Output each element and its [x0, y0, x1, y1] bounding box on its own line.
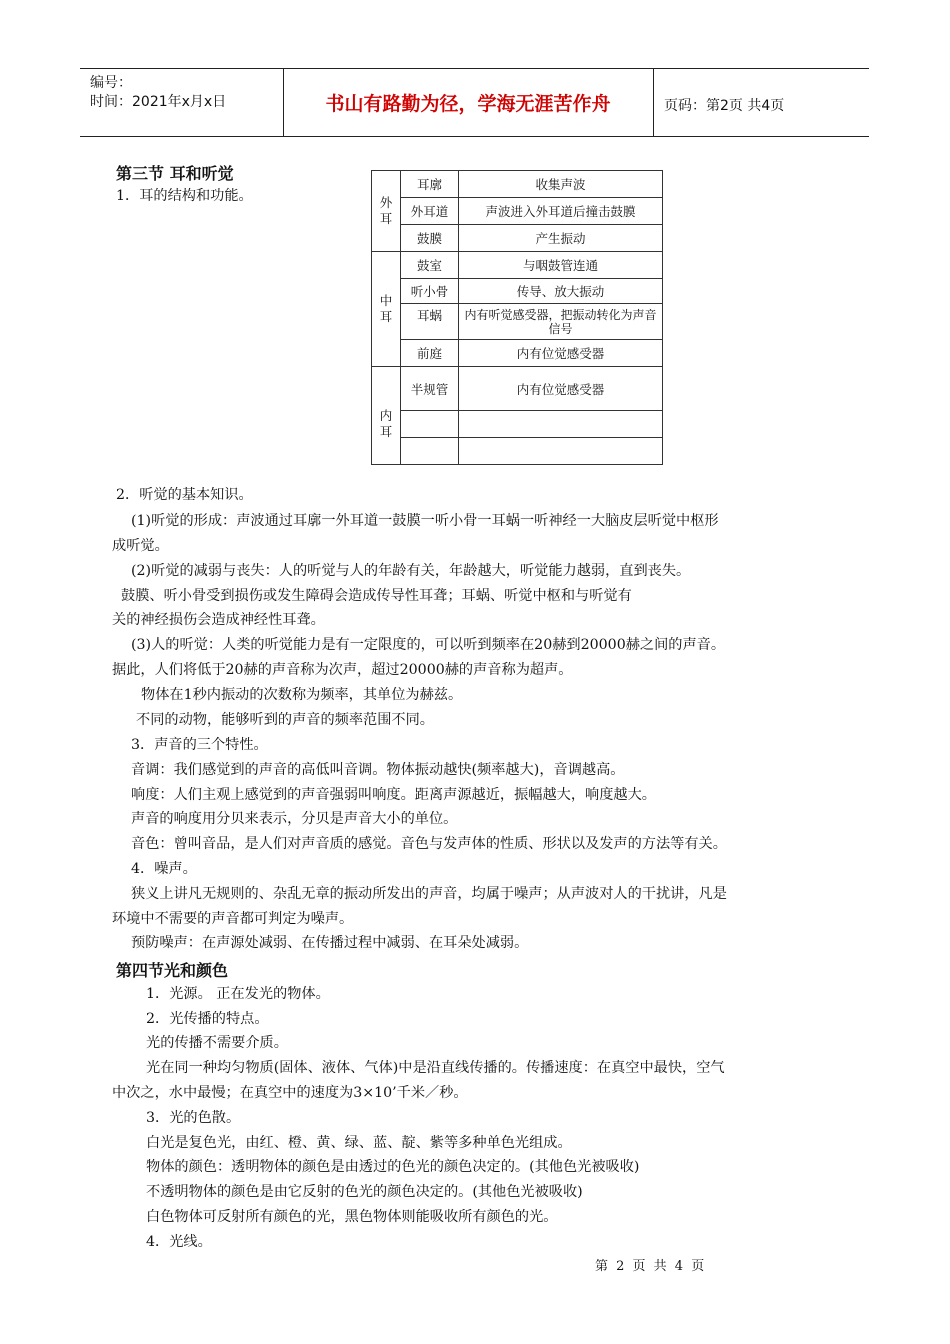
- section-4-title: 第四节光和颜色: [116, 961, 229, 980]
- text-line: (3)人的听觉：人类的听觉能力是有一定限度的，可以听到频率在20赫到20000赫之间的声音。: [131, 637, 726, 653]
- ear-function: 内有听觉感受器，把振动转化为声音信号: [459, 304, 663, 340]
- doc-time-label: 时间：2021年x月x日: [90, 94, 227, 110]
- ear-part: 耳蜗: [401, 304, 459, 340]
- page-header: [80, 68, 869, 137]
- text-line: 预防噪声：在声源处减弱、在传播过程中减弱、在耳朵处减弱。: [131, 935, 529, 951]
- header-info-cell: [80, 69, 284, 136]
- text-line: 中次之，水中最慢；在真空中的速度为3×10’千米／秒。: [112, 1085, 468, 1101]
- ear-function: 产生振动: [459, 225, 663, 252]
- group-middle-ear: 中 耳: [372, 252, 401, 367]
- text-line: 物体的颜色：透明物体的颜色是由透过的色光的颜色决定的。(其他色光被吸收): [146, 1159, 640, 1175]
- text-line: 关的神经损伤会造成神经性耳聋。: [112, 612, 325, 628]
- text-line: 音调：我们感觉到的声音的高低叫音调。物体振动越快(频率越大)，音调越高。: [131, 762, 625, 778]
- ear-function: 传导、放大振动: [459, 279, 663, 304]
- ear-structure-table: [371, 170, 663, 465]
- text-line: 音色：曾叫音品，是人们对声音质的感觉。音色与发声体的性质、形状以及发声的方法等有关。: [131, 836, 727, 852]
- text-line: 2．听觉的基本知识。: [116, 487, 253, 503]
- text-line: 不透明物体的颜色是由它反射的色光的颜色决定的。(其他色光被吸收): [146, 1184, 583, 1200]
- text-line: 物体在1秒内振动的次数称为频率，其单位为赫兹。: [141, 687, 463, 703]
- text-line: 白色物体可反射所有颜色的光，黑色物体则能吸收所有颜色的光。: [146, 1209, 558, 1225]
- group-inner-ear: 内 耳: [372, 367, 401, 465]
- ear-function: 声波进入外耳道后撞击鼓膜: [459, 198, 663, 225]
- header-page-label: 页码：第2页 共4页: [664, 98, 785, 114]
- text-line: 3．声音的三个特性。: [131, 737, 268, 753]
- ear-part: 鼓室: [401, 252, 459, 279]
- group-outer-ear: 外 耳: [372, 171, 401, 252]
- ear-function: 与咽鼓管连通: [459, 252, 663, 279]
- ear-part-empty: [401, 438, 459, 465]
- header-motto: 书山有路勤为径，学海无涯苦作舟: [283, 69, 654, 136]
- text-line: 2．光传播的特点。: [146, 1011, 269, 1027]
- ear-function: 内有位觉感受器: [459, 340, 663, 367]
- text-line: 鼓膜、听小骨受到损伤或发生障碍会造成传导性耳聋；耳蜗、听觉中枢和与听觉有: [121, 588, 632, 604]
- text-line: 1．耳的结构和功能。: [116, 188, 253, 204]
- text-line: 光的传播不需要介质。: [146, 1035, 288, 1051]
- text-line: 狭义上讲凡无规则的、杂乱无章的振动所发出的声音，均属于噪声；从声波对人的干扰讲，凡是: [131, 886, 727, 902]
- ear-function-empty: [459, 438, 663, 465]
- footer-page-number: 第 2 页 共 4 页: [595, 1259, 705, 1274]
- text-line: 3．光的色散。: [146, 1110, 241, 1126]
- text-line: (2)听觉的减弱与丧失：人的听觉与人的年龄有关，年龄越大，听觉能力越弱，直到丧失。: [131, 563, 691, 579]
- text-line: 响度：人们主观上感觉到的声音强弱叫响度。距离声源越近，振幅越大，响度越大。: [131, 787, 656, 803]
- ear-part: 听小骨: [401, 279, 459, 304]
- ear-function: 内有位觉感受器: [459, 367, 663, 411]
- section-3-title: 第三节 耳和听觉: [116, 164, 234, 183]
- ear-part: 半规管: [401, 367, 459, 411]
- text-line: (1)听觉的形成：声波通过耳廓一外耳道一鼓膜一听小骨一耳蜗一听神经一大脑皮层听觉中枢形: [131, 513, 719, 529]
- doc-number-label: 编号：: [90, 75, 132, 91]
- ear-part: 前庭: [401, 340, 459, 367]
- ear-part: 鼓膜: [401, 225, 459, 252]
- ear-part: 耳廓: [401, 171, 459, 198]
- text-line: 白光是复色光，由红、橙、黄、绿、蓝、靛、紫等多种单色光组成。: [146, 1135, 572, 1151]
- text-line: 环境中不需要的声音都可判定为噪声。: [112, 911, 354, 927]
- text-line: 4．噪声。: [131, 861, 197, 877]
- text-line: 声音的响度用分贝来表示，分贝是声音大小的单位。: [131, 811, 458, 827]
- ear-function: 收集声波: [459, 171, 663, 198]
- ear-part-empty: [401, 411, 459, 438]
- text-line: 光在同一种均匀物质(固体、液体、气体)中是沿直线传播的。传播速度：在真空中最快，空气: [146, 1060, 725, 1076]
- text-line: 不同的动物，能够听到的声音的频率范围不同。: [136, 712, 434, 728]
- ear-function-empty: [459, 411, 663, 438]
- text-line: 1．光源。 正在发光的物体。: [146, 986, 330, 1002]
- text-line: 成听觉。: [112, 538, 169, 554]
- text-line: 据此，人们将低于20赫的声音称为次声，超过20000赫的声音称为超声。: [112, 662, 573, 678]
- ear-part: 外耳道: [401, 198, 459, 225]
- text-line: 4．光线。: [146, 1234, 212, 1250]
